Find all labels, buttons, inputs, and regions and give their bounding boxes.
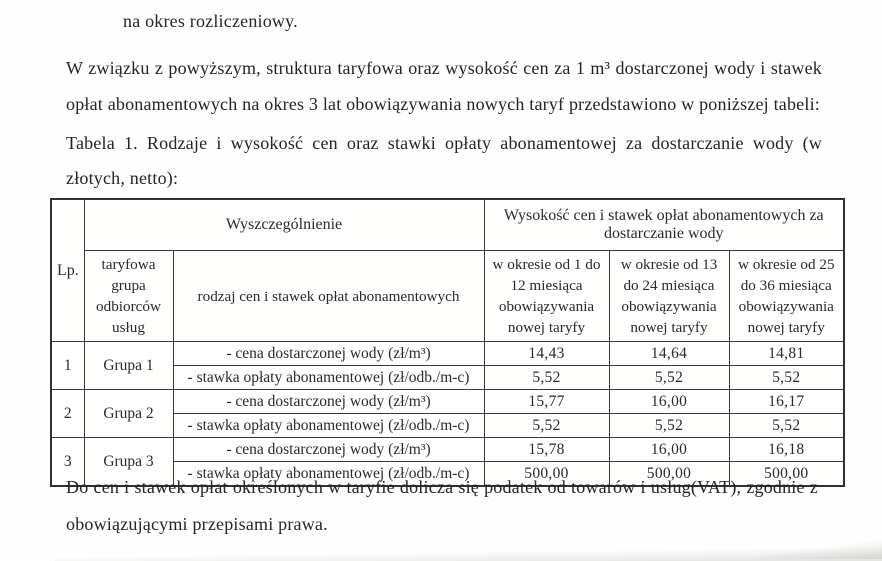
- table-row: [51, 342, 844, 366]
- rate-label-cell: - stawka opłaty abonamentowej (zł/odb./m-c): [173, 366, 484, 390]
- value-cell: 500,00: [609, 462, 729, 487]
- value-cell: 5,52: [484, 366, 609, 390]
- group-cell: Grupa 1: [84, 342, 173, 390]
- rate-label-cell: - stawka opłaty abonamentowej (zł/odb./m-c): [173, 462, 484, 487]
- paragraph-fragment-top: na okres rozliczeniowy.: [123, 11, 298, 31]
- header-rate-type: rodzaj cen i stawek opłat abonamentowych: [173, 251, 484, 342]
- value-cell: 5,52: [609, 414, 729, 438]
- value-cell: 5,52: [729, 366, 844, 390]
- table-row: [51, 438, 844, 462]
- header-price-heading: Wysokość cen i stawek opłat abonamentowych za dostarczanie wody: [484, 199, 844, 251]
- header-specification: Wyszczególnienie: [84, 199, 484, 251]
- table-header-row-1: [51, 199, 844, 251]
- table-header-row-2: [51, 251, 844, 342]
- header-period-3: w okresie od 25 do 36 miesiąca obowiązywania nowej taryfy: [729, 251, 844, 342]
- value-cell: 16,00: [609, 438, 729, 462]
- value-cell: 15,78: [484, 438, 609, 462]
- rate-label-cell: - stawka opłaty abonamentowej (zł/odb./m-c): [173, 414, 484, 438]
- value-cell: 5,52: [729, 414, 844, 438]
- value-cell: 500,00: [729, 462, 844, 487]
- value-cell: 16,00: [609, 390, 729, 414]
- header-lp: Lp.: [51, 199, 84, 342]
- intro-paragraph: W związku z powyższym, struktura taryfowa oraz wysokość cen za 1 m³ dostarczonej wody i stawek opłat abonamentowych na okres 3 lat obowiązywania nowych taryf przedstawiono w poniższej tabeli:: [66, 58, 822, 114]
- value-cell: 5,52: [484, 414, 609, 438]
- tariff-table: [50, 198, 845, 487]
- footer-paragraph: Do cen i stawek opłat określonych w taryfie dolicza się podatek od towarów i usług(VAT), zgodnie z obowiązującymi przepisami prawa.: [66, 477, 818, 534]
- value-cell: 14,81: [729, 342, 844, 366]
- group-cell: Grupa 3: [84, 438, 173, 487]
- rate-label-cell: - cena dostarczonej wody (zł/m³): [173, 342, 484, 366]
- lp-cell: 1: [51, 342, 84, 390]
- value-cell: 14,43: [484, 342, 609, 366]
- table-caption: Tabela 1. Rodzaje i wysokość cen oraz stawki opłaty abonamentowej za dostarczanie wody (w złotych, netto):: [66, 133, 822, 188]
- value-cell: 16,18: [729, 438, 844, 462]
- rate-label-cell: - cena dostarczonej wody (zł/m³): [173, 390, 484, 414]
- rate-label-cell: - cena dostarczonej wody (zł/m³): [173, 438, 484, 462]
- value-cell: 500,00: [484, 462, 609, 487]
- table-row: [51, 390, 844, 414]
- value-cell: 16,17: [729, 390, 844, 414]
- lp-cell: 2: [51, 390, 84, 438]
- lp-cell: 3: [51, 438, 84, 487]
- header-period-1: w okresie od 1 do 12 miesiąca obowiązywania nowej taryfy: [484, 251, 609, 342]
- group-cell: Grupa 2: [84, 390, 173, 438]
- header-period-2: w okresie od 13 do 24 miesiąca obowiązywania nowej taryfy: [609, 251, 729, 342]
- value-cell: 15,77: [484, 390, 609, 414]
- header-tariff-group: taryfowa grupa odbiorców usług: [84, 251, 173, 342]
- value-cell: 14,64: [609, 342, 729, 366]
- value-cell: 5,52: [609, 366, 729, 390]
- scan-shadow-artifact: [55, 545, 882, 561]
